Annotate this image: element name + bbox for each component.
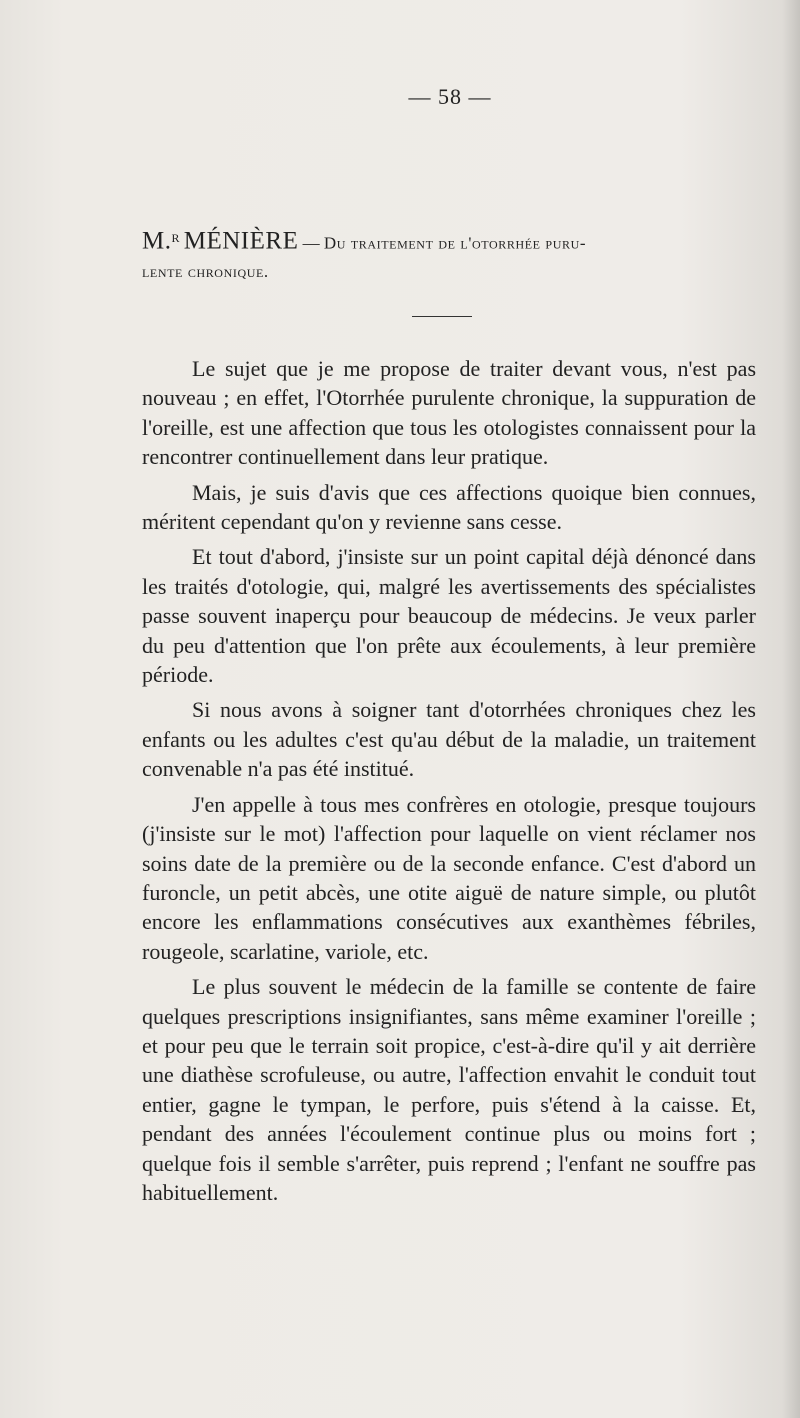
page-gutter-shadow: [782, 0, 800, 1418]
article-title-line1: Du traitement de l'otorrhée puru-: [323, 233, 587, 253]
author-name: MÉNIÈRE: [183, 227, 299, 255]
article-title-line2: lente chronique.: [142, 261, 269, 281]
paragraph: J'en appelle à tous mes confrères en otologie, presque toujours (j'insiste sur le mot) l'affection pour laquelle on vient réclamer nos soins date de la première ou de la seconde enfance. C'est d'abord un furoncle, un petit abcès, une otite aiguë de nature simple, ou plutôt encore les enflammations consécutives aux exanthèmes fébriles, rougeole, scarlatine, variole, etc.: [142, 791, 756, 964]
page-number: — 58 —: [408, 84, 492, 109]
paragraph: Le sujet que je me propose de traiter devant vous, n'est pas nouveau ; en effet, l'Otorrhée purulente chronique, la suppuration de l'oreille, est une affection que tous les otologistes connaissent pour la rencontrer continuellement dans leur pratique.: [142, 356, 756, 470]
paragraph: Mais, je suis d'avis que ces affections quoique bien connues, méritent cependant qu'on y revienne sans cesse.: [142, 479, 756, 535]
paragraph: Et tout d'abord, j'insiste sur un point capital déjà dénoncé dans les traités d'otologie, qui, malgré les avertissements des spécialistes passe souvent inaperçu pour beaucoup de médecins. Je veux parler du peu d'attention que l'on prête aux écoulements, à leur première période.: [142, 544, 756, 688]
article-body: [142, 354, 756, 1213]
author-prefix-superscript: R: [171, 231, 180, 245]
paragraph: Si nous avons à soigner tant d'otorrhées chroniques chez les enfants ou les adultes c'est qu'au début de la maladie, un traitement convenable n'a pas été institué.: [142, 697, 756, 782]
paragraph: Le plus souvent le médecin de la famille se contente de faire quelques prescriptions insignifiantes, sans même examiner l'oreille ; et pour peu que le terrain soit propice, c'est-à-dire qu'il y ait derrière une diathèse scrofuleuse, ou autre, l'affection envahit le conduit tout entier, gagne le tympan, le perfore, puis s'étend à la caisse. Et, pendant des années l'écoulement continue plus ou moins fort ; quelque fois il semble s'arrêter, puis reprend ; l'enfant ne souffre pas habituellement.: [142, 974, 756, 1205]
article-heading: [142, 224, 754, 286]
author-prefix: M.: [142, 227, 172, 255]
heading-dash: —: [298, 233, 324, 253]
section-divider: [412, 316, 472, 317]
